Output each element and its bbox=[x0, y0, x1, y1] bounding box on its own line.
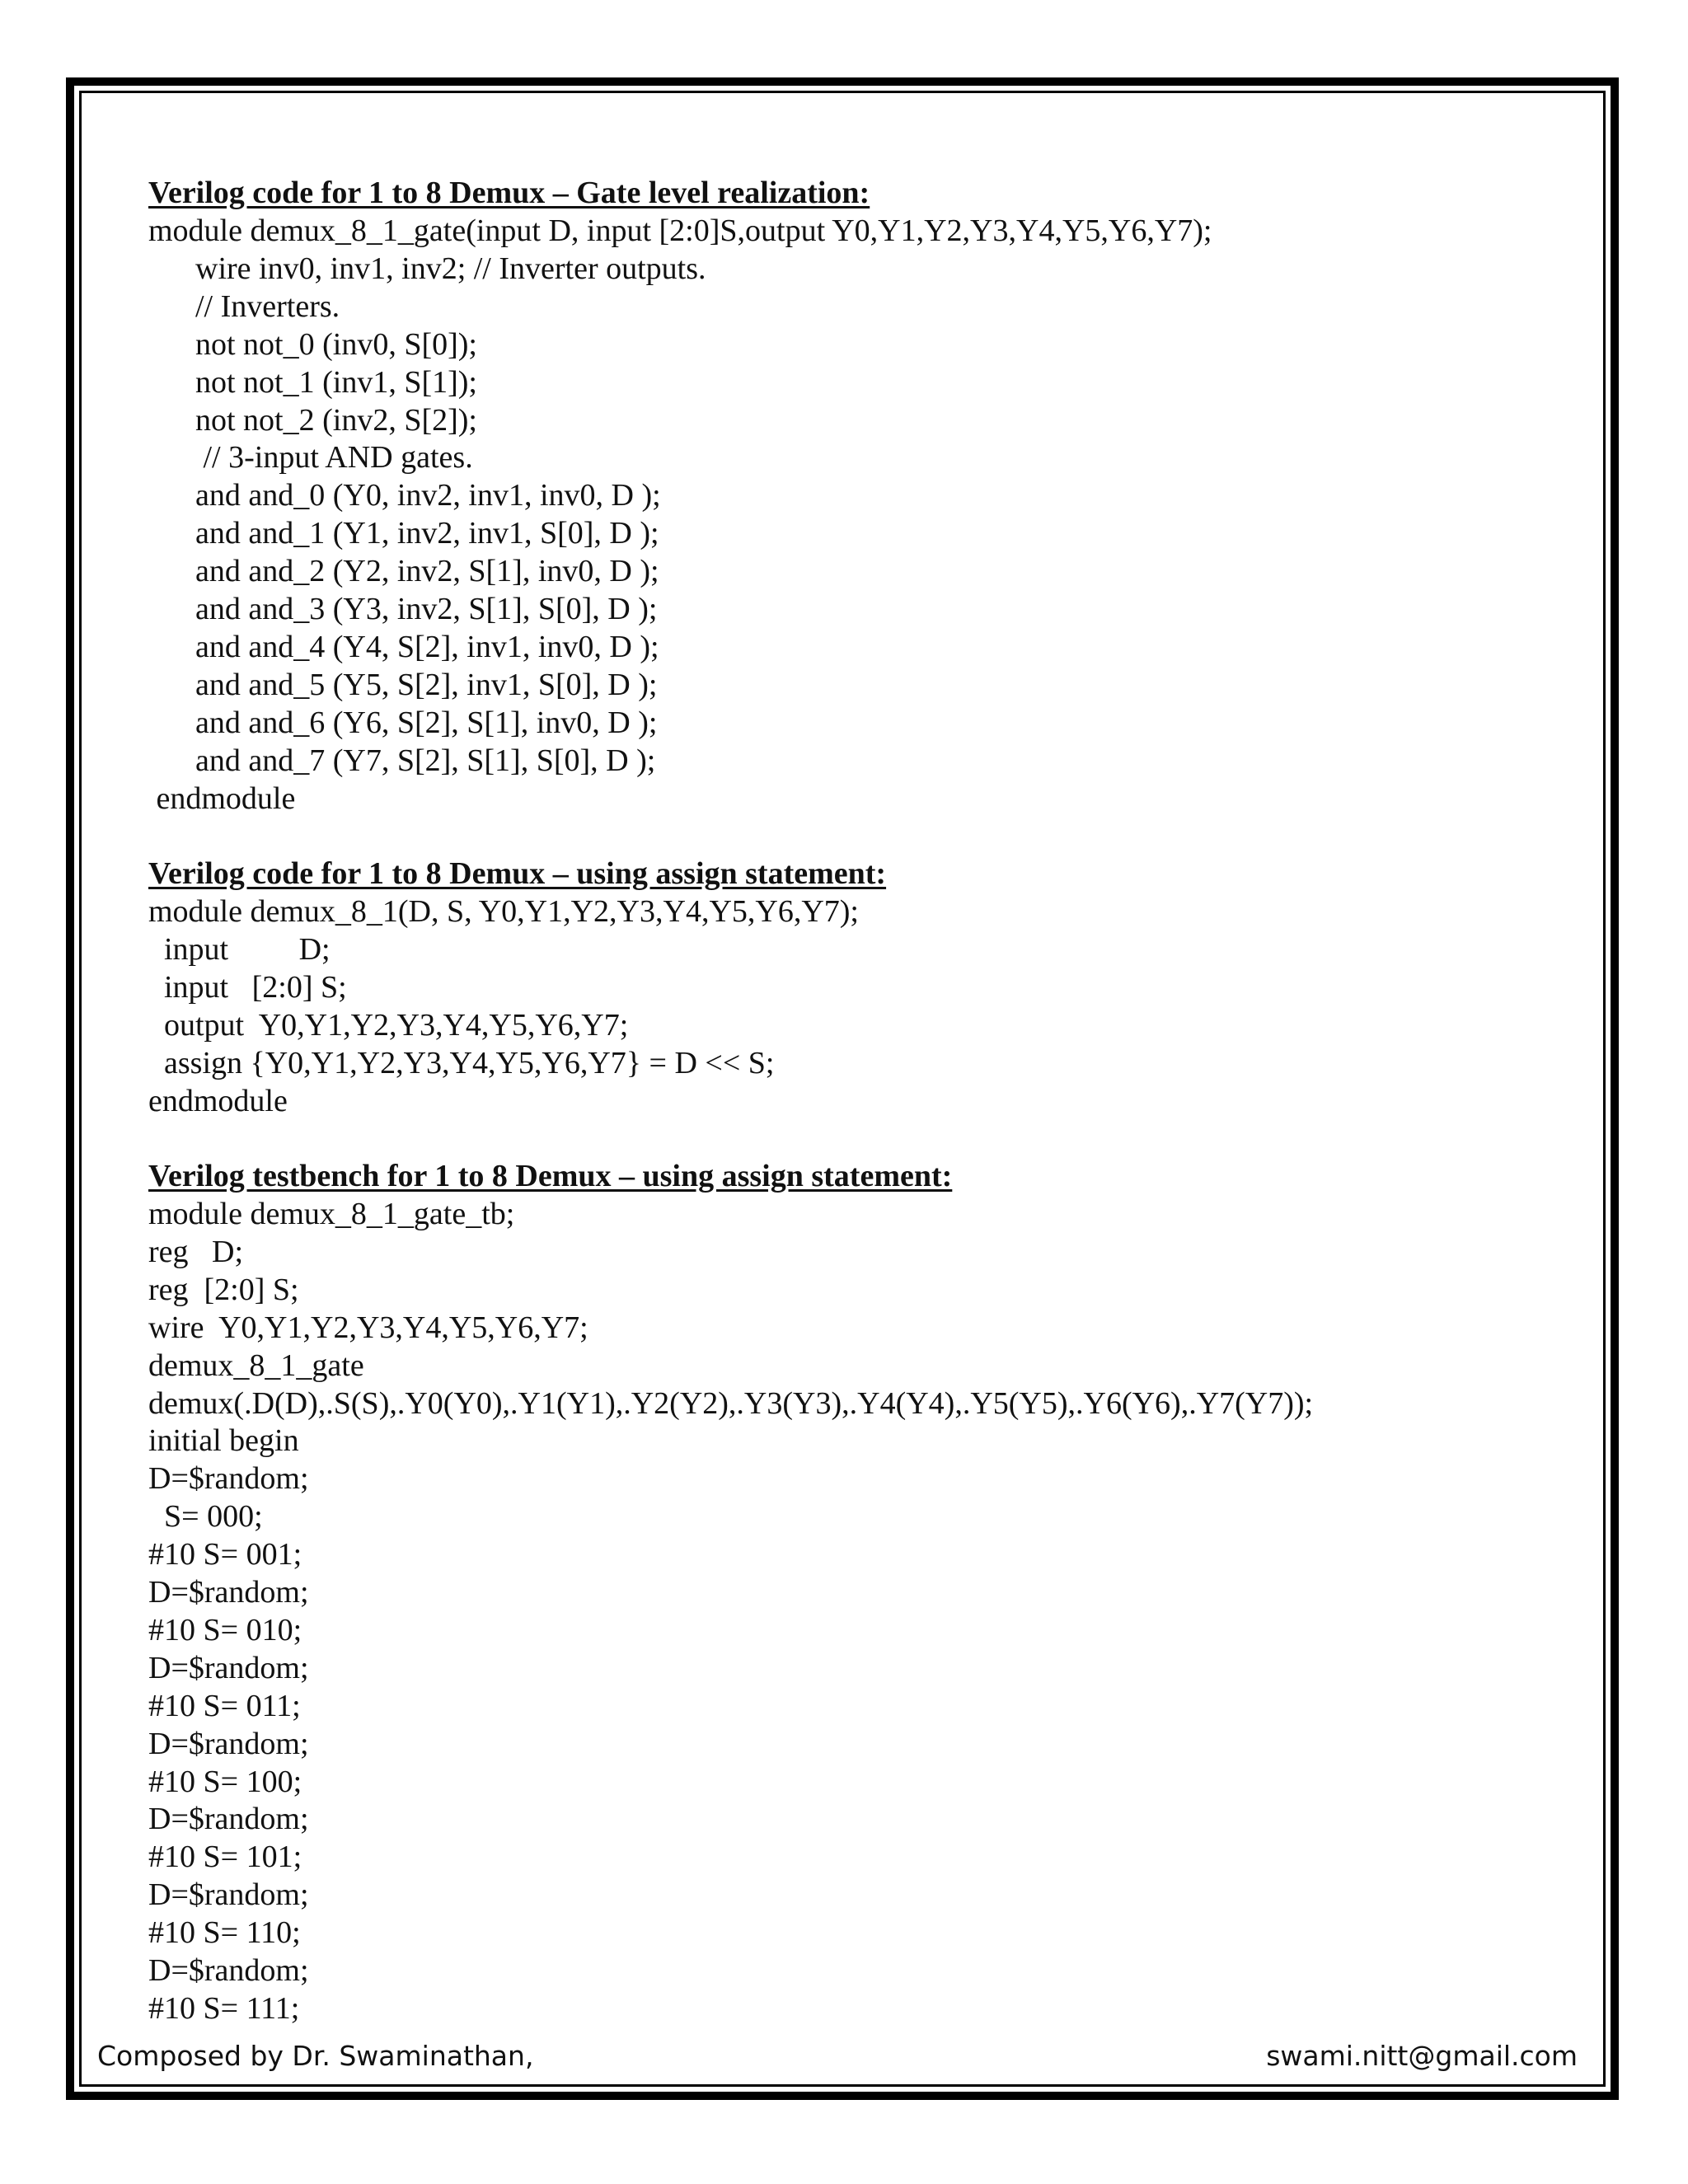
code-line: D=$random; bbox=[148, 1575, 309, 1610]
code-line: D=$random; bbox=[148, 1953, 309, 1988]
code-line: reg D; bbox=[148, 1234, 244, 1269]
code-line: not not_2 (inv2, S[2]); bbox=[148, 402, 477, 438]
code-line: output Y0,Y1,Y2,Y3,Y4,Y5,Y6,Y7; bbox=[148, 1007, 629, 1043]
code-line: // Inverters. bbox=[148, 288, 340, 324]
code-line: and and_7 (Y7, S[2], S[1], S[0], D ); bbox=[148, 743, 656, 778]
code-line: and and_6 (Y6, S[2], S[1], inv0, D ); bbox=[148, 705, 658, 740]
code-line: #10 S= 110; bbox=[148, 1915, 301, 1951]
code-line: and and_1 (Y1, inv2, inv1, S[0], D ); bbox=[148, 516, 659, 551]
footer-author: Composed by Dr. Swaminathan, bbox=[97, 2040, 534, 2072]
code-line: module demux_8_1_gate(input D, input [2:0]S,output Y0,Y1,Y2,Y3,Y4,Y5,Y6,Y7); bbox=[148, 213, 1212, 248]
code-line: D=$random; bbox=[148, 1877, 309, 1913]
code-line: wire Y0,Y1,Y2,Y3,Y4,Y5,Y6,Y7; bbox=[148, 1310, 588, 1345]
code-line: // 3-input AND gates. bbox=[148, 440, 473, 476]
code-line: #10 S= 101; bbox=[148, 1840, 302, 1875]
code-line: D=$random; bbox=[148, 1461, 309, 1497]
code-line: module demux_8_1_gate_tb; bbox=[148, 1197, 515, 1231]
code-line: #10 S= 111; bbox=[148, 1990, 300, 2026]
code-line: #10 S= 100; bbox=[148, 1764, 302, 1799]
code-line: initial begin bbox=[148, 1423, 299, 1459]
code-line: D=$random; bbox=[148, 1726, 309, 1761]
code-line: not not_1 (inv1, S[1]); bbox=[148, 364, 477, 400]
code-line: endmodule bbox=[148, 1083, 288, 1118]
code-line: #10 S= 001; bbox=[148, 1537, 302, 1572]
code-line: and and_4 (Y4, S[2], inv1, inv0, D ); bbox=[148, 629, 659, 664]
code-line: #10 S= 011; bbox=[148, 1688, 301, 1723]
code-line: demux_8_1_gate bbox=[148, 1347, 364, 1383]
code-line: wire inv0, inv1, inv2; // Inverter outputs. bbox=[148, 251, 706, 286]
section-heading-testbench: Verilog testbench for 1 to 8 Demux – using assign statement: bbox=[148, 1159, 953, 1193]
code-line: and and_5 (Y5, S[2], inv1, S[0], D ); bbox=[148, 667, 658, 702]
section-heading-gate-level: Verilog code for 1 to 8 Demux – Gate level realization: bbox=[148, 176, 870, 210]
code-line: and and_2 (Y2, inv2, S[1], inv0, D ); bbox=[148, 554, 659, 589]
code-line: D=$random; bbox=[148, 1802, 309, 1837]
code-line: and and_0 (Y0, inv2, inv1, inv0, D ); bbox=[148, 478, 661, 513]
footer-email: swami.nitt@gmail.com bbox=[1266, 2040, 1578, 2072]
code-line: #10 S= 010; bbox=[148, 1612, 302, 1647]
code-line: input [2:0] S; bbox=[148, 969, 347, 1005]
code-line: D=$random; bbox=[148, 1650, 309, 1685]
code-line: endmodule bbox=[148, 780, 296, 816]
code-line: and and_3 (Y3, inv2, S[1], S[0], D ); bbox=[148, 592, 658, 626]
code-line: module demux_8_1(D, S, Y0,Y1,Y2,Y3,Y4,Y5,Y6,Y7); bbox=[148, 894, 859, 929]
code-line: demux(.D(D),.S(S),.Y0(Y0),.Y1(Y1),.Y2(Y2),.Y3(Y3),.Y4(Y4),.Y5(Y5),.Y6(Y6),.Y7(Y7)); bbox=[148, 1385, 1314, 1421]
code-line: reg [2:0] S; bbox=[148, 1272, 299, 1307]
code-line: S= 000; bbox=[148, 1499, 263, 1535]
code-line: input D; bbox=[148, 931, 331, 967]
code-line: not not_0 (inv0, S[0]); bbox=[148, 326, 477, 362]
section-heading-assign: Verilog code for 1 to 8 Demux – using assign statement: bbox=[148, 856, 887, 891]
code-line: assign {Y0,Y1,Y2,Y3,Y4,Y5,Y6,Y7} = D << S; bbox=[148, 1045, 775, 1080]
